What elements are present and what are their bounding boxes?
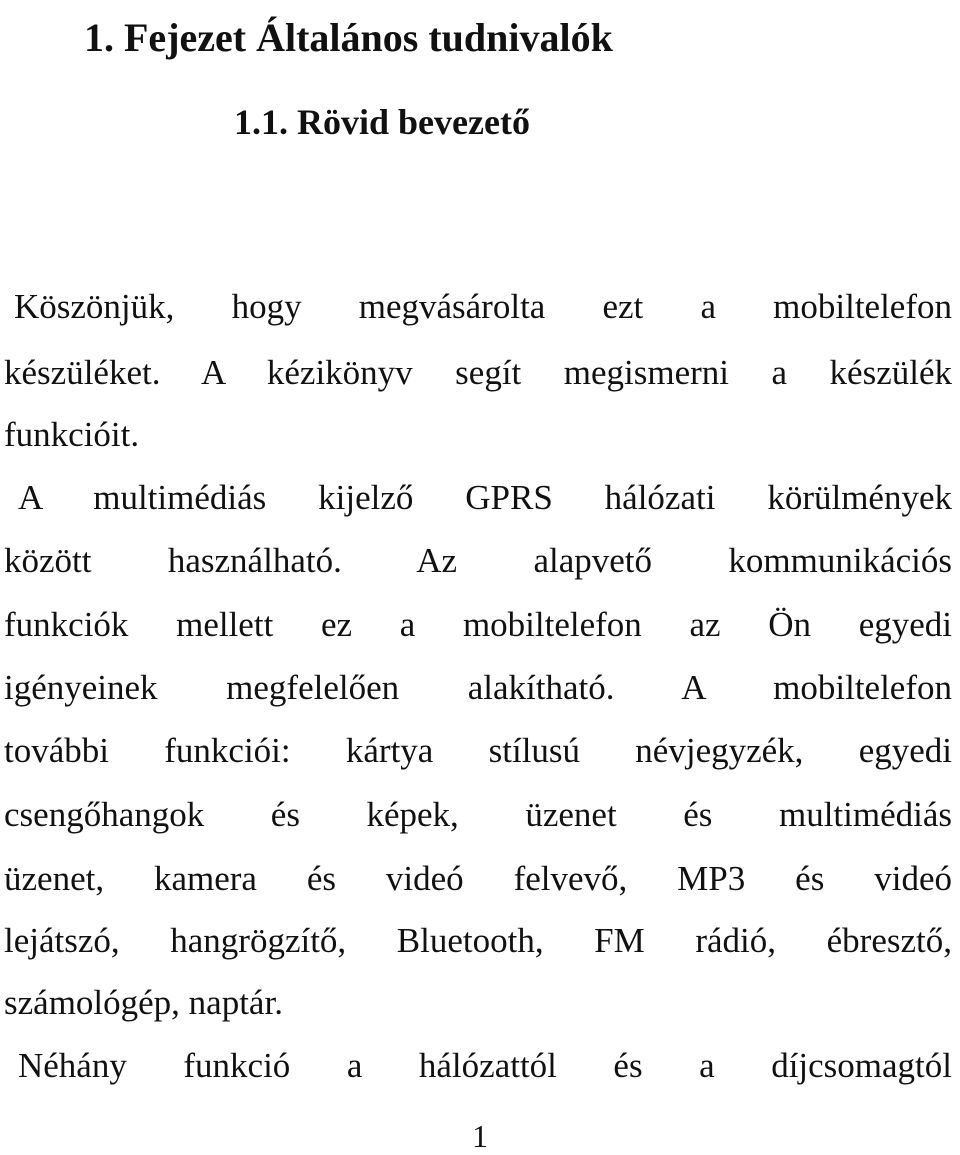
body-line-3: funkcióit. <box>4 415 140 454</box>
body-line-10: üzenet, kamera és videó felvevő, MP3 és videó <box>4 859 952 898</box>
chapter-title: 1. Fejezet Általános tudnivalók <box>84 15 613 60</box>
section-title: 1.1. Rövid bevezető <box>234 102 530 142</box>
body-line-11: lejátszó, hangrögzítő, Bluetooth, FM rádió, ébresztő, <box>4 921 952 960</box>
body-line-4: A multimédiás kijelző GPRS hálózati körülmények <box>18 478 952 517</box>
body-line-5: között használható. Az alapvető kommunikációs <box>4 541 952 580</box>
body-line-13: Néhány funkció a hálózattól és a díjcsomagtól <box>18 1046 952 1085</box>
page-number: 1 <box>472 1118 488 1154</box>
body-line-6: funkciók mellett ez a mobiltelefon az Ön egyedi <box>4 605 952 644</box>
body-line-9: csengőhangok és képek, üzenet és multimédiás <box>4 795 952 834</box>
body-line-2: készüléket. A kézikönyv segít megismerni a készülék <box>4 353 952 392</box>
body-line-1: Köszönjük, hogy megvásárolta ezt a mobiltelefon <box>14 287 952 326</box>
body-line-7: igényeinek megfelelően alakítható. A mobiltelefon <box>4 668 952 707</box>
body-line-12: számológép, naptár. <box>4 983 283 1022</box>
body-line-8: további funkciói: kártya stílusú névjegyzék, egyedi <box>4 731 952 770</box>
